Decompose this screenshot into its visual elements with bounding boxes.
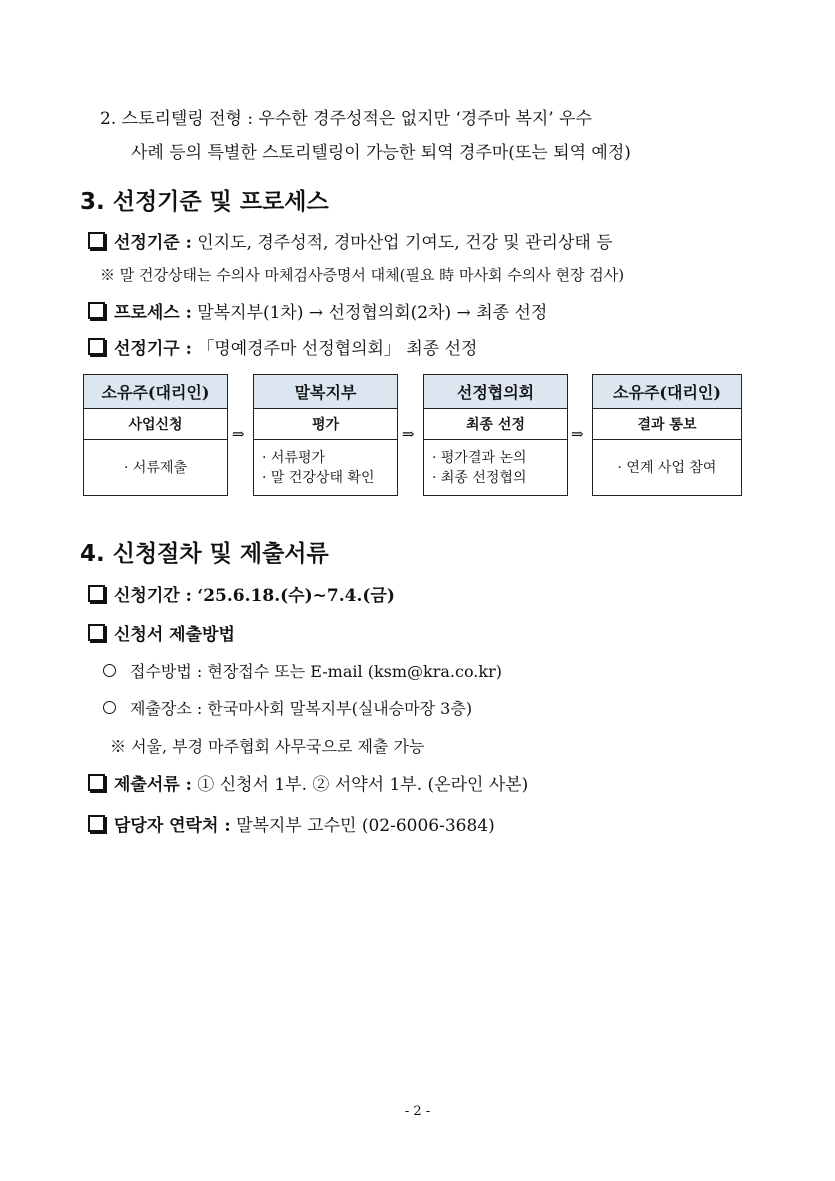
flow-step-sub: 최종 선정 <box>424 408 567 440</box>
checkbox-square-icon <box>88 585 105 602</box>
flow-step-sub: 평가 <box>254 408 397 440</box>
section-4-title: 4. 신청절차 및 제출서류 <box>80 541 329 567</box>
checkbox-square-icon <box>88 232 105 249</box>
flow-arrow-icon: ⇒ <box>232 425 245 443</box>
process-label: 프로세스 : <box>114 303 192 323</box>
selection-body-text: 「명예경주마 선정협의회」 최종 선정 <box>197 339 478 359</box>
documents-text: ① 신청서 1부. ② 서약서 1부. (온라인 사본) <box>197 775 529 795</box>
criteria-note: ※ 말 건강상태는 수의사 마체검사증명서 대체(필요 時 마사회 수의사 현장 검사) <box>100 266 625 284</box>
period-text: ‘25.6.18.(수)~7.4.(금) <box>197 586 395 606</box>
flow-step-sub: 사업신청 <box>84 408 227 440</box>
flow-step-applicant <box>83 374 228 496</box>
page-number: - 2 - <box>404 1104 431 1119</box>
flow-arrow-icon: ⇒ <box>571 425 584 443</box>
submission-place-row <box>103 696 472 719</box>
selection-body-row <box>86 334 477 359</box>
checkbox-square-icon <box>88 624 105 641</box>
flow-step-head: 소유주(대리인) <box>593 375 741 409</box>
selection-body-label: 선정기구 : <box>114 339 192 359</box>
flow-step-item: · 서류제출 <box>124 460 187 476</box>
receipt-method-row <box>103 659 502 682</box>
flow-step-item: · 말 건강상태 확인 <box>262 470 375 486</box>
contact-label: 담당자 연락처 : <box>114 816 231 836</box>
criteria-label: 선정기준 : <box>114 233 192 253</box>
receipt-method-text: 접수방법 : 현장접수 또는 E-mail (ksm@kra.co.kr) <box>130 662 502 681</box>
flow-step-council <box>423 374 568 496</box>
intro-line-1: 2. 스토리텔링 전형 : 우수한 경주성적은 없지만 ‘경주마 복지’ 우수 <box>100 109 592 129</box>
period-label: 신청기간 : <box>114 586 192 606</box>
process-text: 말복지부(1차) → 선정협의회(2차) → 최종 선정 <box>197 303 548 323</box>
flow-step-item: · 연계 사업 참여 <box>617 460 717 476</box>
flow-step-item: · 서류평가 <box>262 450 325 466</box>
flow-step-body <box>424 441 567 495</box>
documents-row <box>86 770 528 795</box>
contact-row <box>86 811 495 836</box>
flow-step-item: · 평가결과 논의 <box>432 450 527 466</box>
checkbox-square-icon <box>88 815 105 832</box>
flow-step-item: · 최종 선정협의 <box>432 470 527 486</box>
flow-step-body <box>84 441 227 495</box>
process-row <box>86 298 547 323</box>
intro-line-2: 사례 등의 특별한 스토리텔링이 가능한 퇴역 경주마(또는 퇴역 예정) <box>131 143 631 163</box>
checkbox-square-icon <box>88 302 105 319</box>
method-label: 신청서 제출방법 <box>114 625 235 645</box>
flow-step-head: 말복지부 <box>254 375 397 409</box>
section-3-title: 3. 선정기준 및 프로세스 <box>80 189 329 215</box>
flow-step-result <box>592 374 742 496</box>
flow-step-body <box>254 441 397 495</box>
checkbox-square-icon <box>88 774 105 791</box>
flow-step-sub: 결과 통보 <box>593 408 741 440</box>
documents-label: 제출서류 : <box>114 775 192 795</box>
flow-step-welfare-dept <box>253 374 398 496</box>
flow-step-head: 소유주(대리인) <box>84 375 227 409</box>
criteria-text: 인지도, 경주성적, 경마산업 기여도, 건강 및 관리상태 등 <box>197 233 613 253</box>
flow-arrow-icon: ⇒ <box>402 425 415 443</box>
circle-bullet-icon <box>103 664 116 677</box>
period-row <box>86 581 395 606</box>
method-row <box>86 620 235 645</box>
submission-place-text: 제출장소 : 한국마사회 말복지부(실내승마장 3층) <box>130 699 473 718</box>
circle-bullet-icon <box>103 701 116 714</box>
flow-step-head: 선정협의회 <box>424 375 567 409</box>
checkbox-square-icon <box>88 338 105 355</box>
criteria-row <box>86 228 613 253</box>
contact-text: 말복지부 고수민 (02-6006-3684) <box>236 816 495 836</box>
flow-step-body <box>593 441 741 495</box>
submission-note: ※ 서울, 부경 마주협회 사무국으로 제출 가능 <box>110 737 425 756</box>
